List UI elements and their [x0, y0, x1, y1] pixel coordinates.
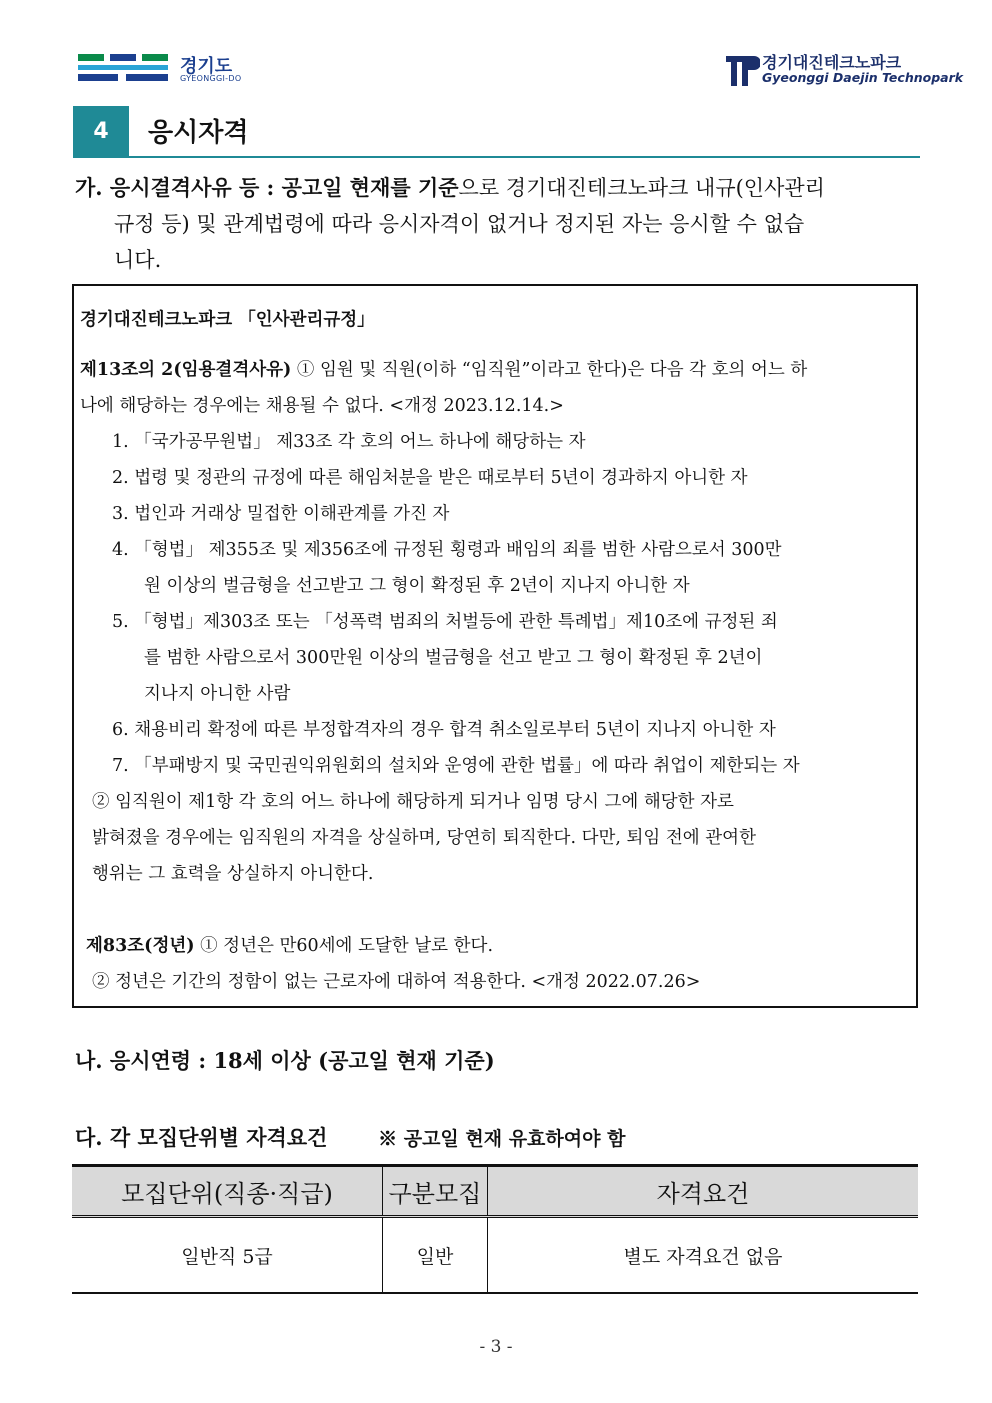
logo-stripe-4 [78, 65, 168, 70]
na-prefix: 나. [75, 1048, 110, 1073]
column-header: 구분모집 [383, 1166, 488, 1217]
requirements-table [72, 1164, 918, 1294]
section-number: 4 [73, 106, 129, 156]
list-item: 4. 「형법」 제355조 및 제356조에 규정된 횡령과 배임의 죄를 범한 사람으로서 300만 [112, 540, 782, 560]
logo-stripe-3 [142, 54, 168, 61]
paragraph-ga [75, 170, 920, 278]
logo-right-sub: Gyeonggi Daejin Technopark [762, 70, 964, 85]
logo-left-name: 경기도 [180, 56, 233, 77]
article-13-text: ① 임원 및 직원(이하 “임직원”이라고 한다)은 다음 각 호의 어느 하 [291, 360, 808, 380]
ga-prefix: 가. [75, 175, 110, 200]
logo-stripe-6 [126, 74, 168, 81]
list-item: 3. 법인과 거래상 밀접한 이해관계를 가진 자 [112, 504, 450, 524]
logo-left-sub: GYEONGGI-DO [180, 74, 242, 83]
article-13-line1 [80, 356, 807, 381]
gyeonggi-logo [78, 52, 248, 92]
table-cell: 별도 자격요건 없음 [488, 1217, 919, 1294]
list-item: 1. 「국가공무원법」 제33조 각 호의 어느 하나에 해당하는 자 [112, 432, 586, 452]
list-item-continued: 지나지 아니한 사람 [144, 684, 291, 704]
article-83-line1 [86, 932, 493, 957]
list-item-continued: 를 범한 사람으로서 300만원 이상의 벌금형을 선고 받고 그 형이 확정된 후 2년이 [144, 648, 763, 668]
da-text: 각 모집단위별 자격요건 [109, 1125, 328, 1150]
logo-stripe-2 [110, 54, 136, 61]
logo-stripe-5 [78, 74, 118, 81]
ga-bold: 응시결격사유 등 : 공고일 현재를 기준 [109, 175, 459, 200]
da-note: ※ 공고일 현재 유효하여야 함 [378, 1128, 626, 1150]
na-text: 응시연령 : 18세 이상 (공고일 현재 기준) [109, 1048, 495, 1073]
paragraph-2-line: 행위는 그 효력을 상실하지 아니한다. [92, 864, 374, 884]
list-item: 2. 법령 및 정관의 규정에 따른 해임처분을 받은 때로부터 5년이 경과하지 아니한 자 [112, 468, 748, 488]
column-header: 자격요건 [488, 1166, 919, 1217]
logo-right-name: 경기대진테크노파크 [762, 53, 902, 72]
technopark-mark-icon [726, 52, 760, 88]
section-title: 응시자격 [148, 118, 249, 148]
da-prefix: 다. [75, 1125, 110, 1150]
article-13-head: 제13조의 2(임용결격사유) [80, 360, 292, 380]
table-cell: 일반 [383, 1217, 488, 1294]
section-da [75, 1122, 625, 1152]
section-na [75, 1045, 495, 1075]
section-divider [73, 156, 920, 158]
logo-stripe-1 [78, 54, 104, 61]
ga-rest: 으로 경기대진테크노파크 내규(인사관리 [458, 176, 825, 200]
paragraph-2-line: ② 임직원이 제1항 각 호의 어느 하나에 해당하게 되거나 임명 당시 그에 해당한 자로 [92, 792, 734, 812]
ga-line2: 규정 등) 및 관계법령에 따라 응시자격이 없거나 정지된 자는 응시할 수 없습 [114, 212, 805, 236]
list-item: 5. 「형법」제303조 또는 「성폭력 범죄의 처벌등에 관한 특례법」제10조에 규정된 죄 [112, 612, 778, 632]
article-83-head: 제83조(정년) [86, 936, 195, 956]
article-13-line2: 나에 해당하는 경우에는 채용될 수 없다. <개정 2023.12.14.> [80, 396, 564, 416]
paragraph-2-line: 밝혀졌을 경우에는 임직원의 자격을 상실하며, 당연히 퇴직한다. 다만, 퇴임 전에 관여한 [92, 828, 756, 848]
table-cell: 일반직 5급 [72, 1217, 383, 1294]
article-83-text: ① 정년은 만60세에 도달한 날로 한다. [194, 936, 494, 956]
list-item: 7. 「부패방지 및 국민권익위원회의 설치와 운영에 관한 법률」에 따라 취업이 제한되는 자 [112, 756, 800, 776]
table-row [72, 1217, 918, 1294]
list-item-continued: 원 이상의 벌금형을 선고받고 그 형이 확정된 후 2년이 지나지 아니한 자 [144, 576, 690, 596]
table-header-row [72, 1166, 918, 1217]
page-number: - 3 - [479, 1337, 513, 1357]
column-header: 모집단위(직종·직급) [72, 1166, 383, 1217]
regulation-title: 경기대진테크노파크 「인사관리규정」 [80, 310, 375, 330]
technopark-logo [726, 50, 964, 92]
article-83-line2: ② 정년은 기간의 정함이 없는 근로자에 대하여 적용한다. <개정 2022.07.26> [92, 972, 701, 992]
ga-line3: 니다. [114, 248, 162, 272]
regulation-box [72, 284, 918, 1008]
list-item: 6. 채용비리 확정에 따른 부정합격자의 경우 합격 취소일로부터 5년이 지나지 아니한 자 [112, 720, 776, 740]
